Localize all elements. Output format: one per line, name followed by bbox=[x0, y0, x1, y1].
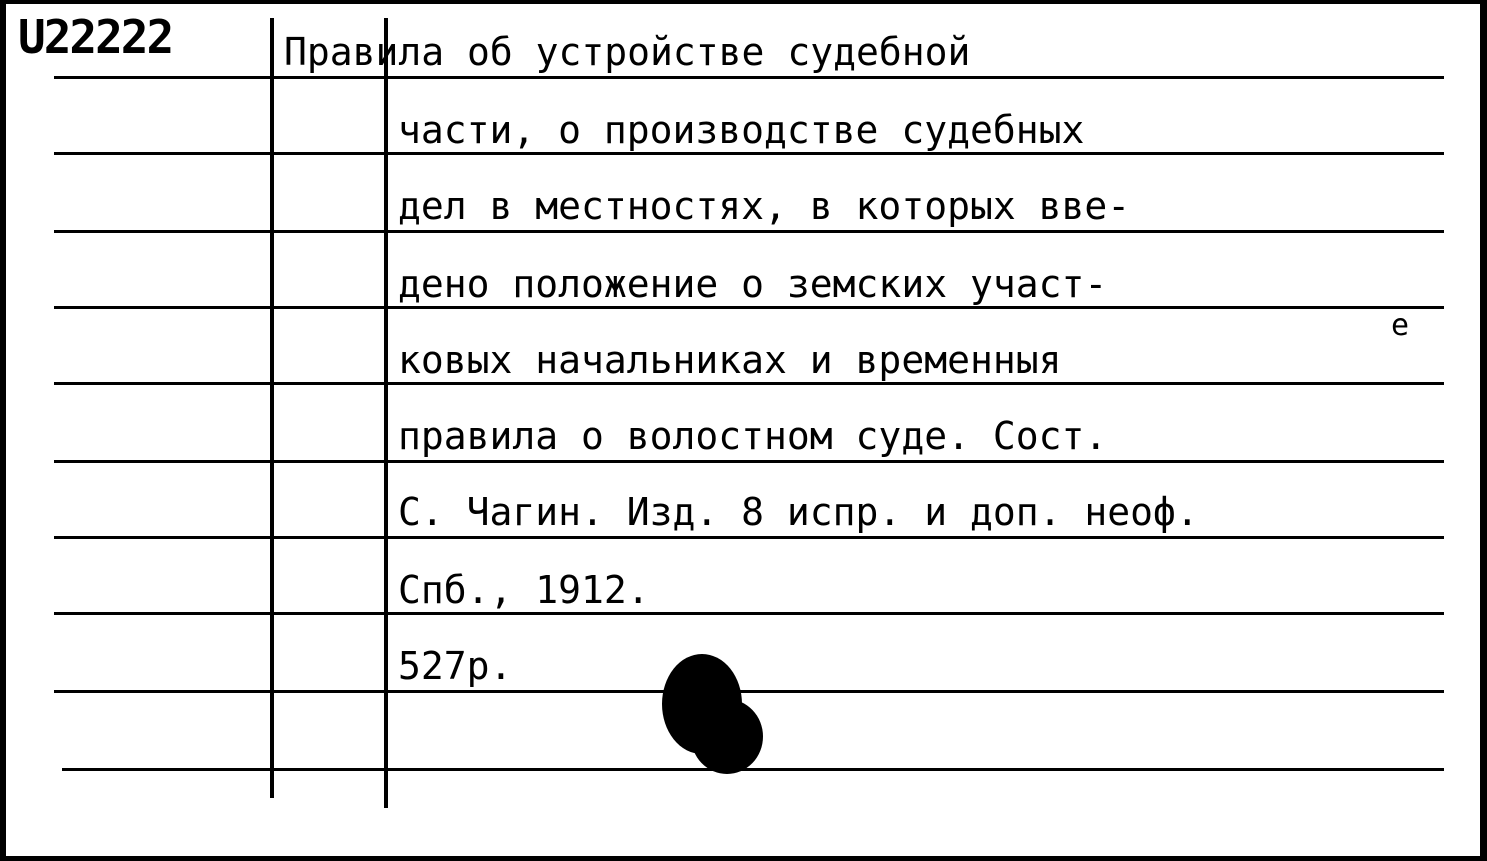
card-line: Правила об устройстве судебной bbox=[284, 30, 971, 74]
correction-mark: е bbox=[1391, 308, 1410, 343]
card-line: С. Чагин. Изд. 8 испр. и доп. неоф. bbox=[398, 490, 1199, 534]
catalog-number: U22222 bbox=[18, 10, 173, 64]
card-line: части, о производстве судебных bbox=[398, 108, 1085, 152]
card-line: дел в местностях, в которых вве- bbox=[398, 184, 1131, 228]
margin-line-left bbox=[270, 18, 274, 798]
ink-blot bbox=[691, 699, 763, 774]
card-line: ковых начальниках и временныя bbox=[398, 338, 1062, 382]
margin-line-right bbox=[384, 18, 388, 808]
card-line: Спб., 1912. bbox=[398, 568, 650, 612]
card-line: дено положение о земских участ- bbox=[398, 262, 1108, 306]
card-line: правила о волостном суде. Сост. bbox=[398, 414, 1108, 458]
catalog-card bbox=[6, 4, 1480, 856]
card-line: 527р. bbox=[398, 644, 513, 688]
